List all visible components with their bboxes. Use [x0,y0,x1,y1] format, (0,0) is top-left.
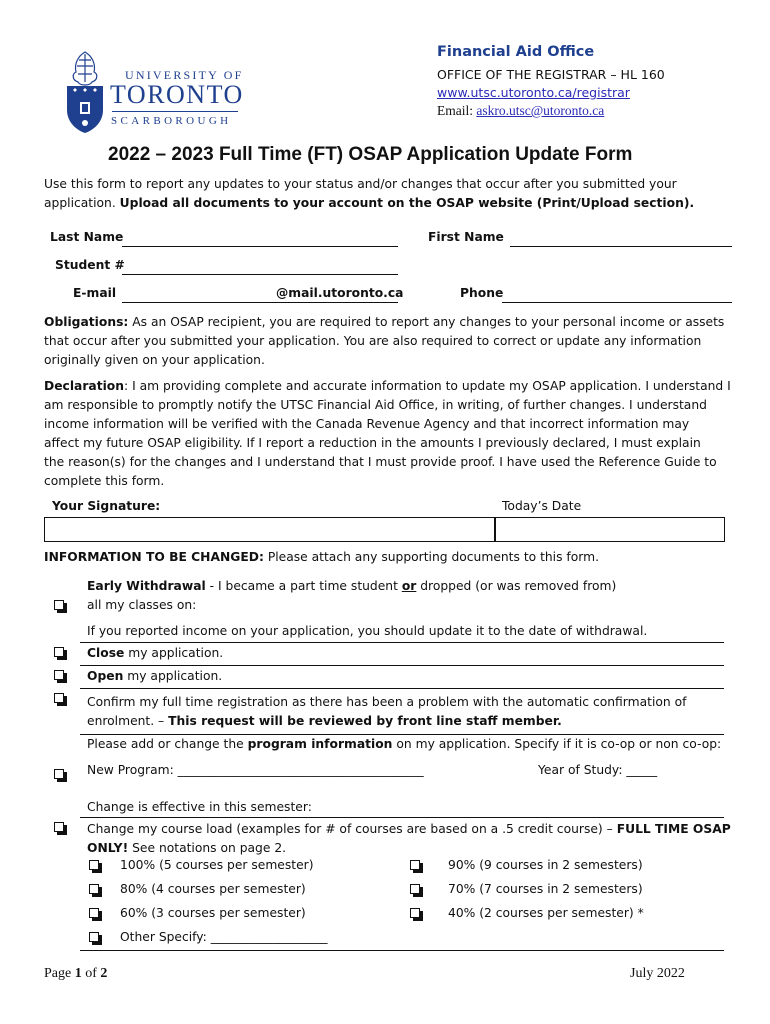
divider-3 [80,688,724,689]
first-name-label: First Name [428,230,504,244]
email-field-label: E-mail [73,286,117,300]
date-field[interactable] [494,517,725,542]
confirm-registration-checkbox[interactable] [54,693,64,703]
open-application-checkbox[interactable] [54,670,64,680]
intro-line-1: Use this form to report any updates to your status and/or changes that occur after you submitted your [44,177,677,191]
early-withdrawal-note: If you reported income on your application, you should update it to the date of withdrawal. [87,624,648,638]
scarborough-text: SCARBOROUGH [111,115,232,127]
office-title: Financial Aid Office [437,44,595,60]
divider-2 [80,665,724,666]
divider-4 [80,734,724,735]
obligations-text: Obligations: As an OSAP recipient, you are required to report any changes to your personal income or assets that occur after you submitted your application. You are also required to correct or update any information originally given on your application. [44,315,725,367]
declaration-label: Declaration [44,379,125,393]
load-70-label: 70% (7 courses in 2 semesters) [448,882,643,896]
email-field[interactable] [122,302,398,303]
last-name-field[interactable] [122,246,398,247]
date-label: Today’s Date [502,499,582,513]
website-link[interactable]: www.utsc.utoronto.ca/registrar [437,85,630,100]
load-60-label: 60% (3 courses per semester) [120,906,306,920]
phone-label: Phone [460,286,504,300]
early-withdrawal-text: Early Withdrawal - I became a part time student or dropped (or was removed from) all my classes on: [87,579,617,612]
year-of-study-field[interactable]: Year of Study: _____ [538,763,658,777]
divider-6 [80,950,724,951]
signature-field[interactable] [44,517,496,542]
load-other-field[interactable]: Other Specify: ___________________ [120,930,328,944]
first-name-field[interactable] [510,246,732,247]
load-80-label: 80% (4 courses per semester) [120,882,306,896]
effective-semester-text: Change is effective in this semester: [87,800,312,814]
program-change-checkbox[interactable] [54,769,64,779]
university-of-text: UNIVERSITY OF [125,68,244,82]
course-load-checkbox[interactable] [54,822,64,832]
phone-field[interactable] [502,302,732,303]
form-title: 2022 – 2023 Full Time (FT) OSAP Application Update Form [108,144,633,165]
last-name-label: Last Name [50,230,124,244]
divider-1 [80,642,724,643]
load-60-checkbox[interactable] [89,908,99,918]
load-70-checkbox[interactable] [410,884,420,894]
toronto-wordmark: TORONTO [110,80,244,109]
load-100-checkbox[interactable] [89,860,99,870]
divider-5 [80,817,724,818]
open-application-text: Open my application. [87,669,223,683]
wordmark-rule [112,111,238,112]
close-application-checkbox[interactable] [54,647,64,657]
upload-instruction: Upload all documents to your account on the OSAP website (Print/Upload section). [119,196,695,210]
university-crest [64,48,106,134]
student-number-label: Student # [55,258,125,272]
load-other-checkbox[interactable] [89,932,99,942]
intro-line-2: application. Upload all documents to your account on the OSAP website (Print/Upload section). [44,196,695,210]
intro-text [44,175,744,213]
early-withdrawal-checkbox[interactable] [54,600,64,610]
course-load-text: Change my course load (examples for # of courses are based on a .5 credit course) – FULL TIME OSAP ONLY! See notations on page 2. [87,822,731,855]
load-40-checkbox[interactable] [410,908,420,918]
email-domain: @mail.utoronto.ca [276,286,404,300]
new-program-field[interactable]: New Program: ________________________________________ [87,763,424,777]
confirm-registration-text: Confirm my full time registration as there has been a problem with the automatic confirmation of enrolment. – This request will be reviewed by front line staff member. [87,695,687,728]
load-90-checkbox[interactable] [410,860,420,870]
close-application-text: Close my application. [87,646,224,660]
student-number-field[interactable] [122,274,398,275]
declaration-text: Declaration: I am providing complete and accurate information to update my OSAP application. I understand I am responsible to promptly notify the UTSC Financial Aid Office, in writing, of further changes. I understand income information will be verified with the Canada Revenue Agency and that incorrect information may affect my future OSAP eligibility. If I report a reduction in the amounts I previously declared, I must explain the reason(s) for the changes and I understand that I must provide proof. I have used the Reference Guide to complete this form. [44,379,731,488]
program-info-text: Please add or change the program information on my application. Specify if it is co-op or non co-op: [87,737,722,751]
email-link[interactable]: askro.utsc@utoronto.ca [476,103,605,118]
revision-date: July 2022 [630,966,685,981]
obligations-label: Obligations: [44,315,129,329]
load-80-checkbox[interactable] [89,884,99,894]
email-line [437,103,604,119]
load-100-label: 100% (5 courses per semester) [120,858,314,872]
page-number: Page 1 of 2 [44,966,108,981]
load-90-label: 90% (9 courses in 2 semesters) [448,858,643,872]
email-label: Email: [437,103,477,118]
signature-label: Your Signature: [52,499,161,513]
load-40-label: 40% (2 courses per semester) * [448,906,644,920]
info-heading: INFORMATION TO BE CHANGED: Please attach any supporting documents to this form. [44,550,599,564]
office-location: OFFICE OF THE REGISTRAR – HL 160 [437,67,665,82]
